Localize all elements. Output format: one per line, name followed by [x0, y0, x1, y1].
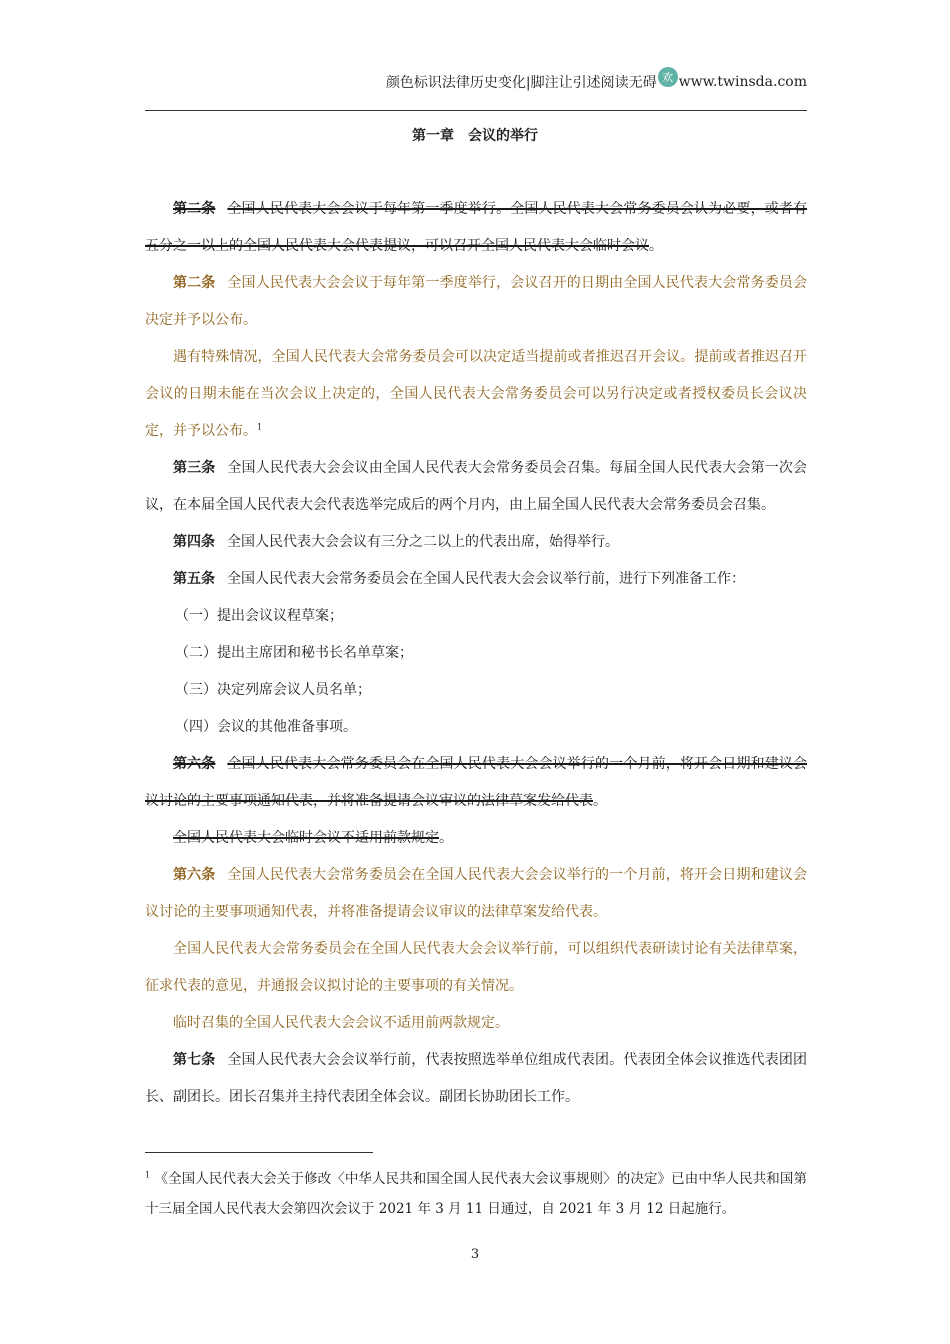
- paragraph-list: [175, 635, 807, 672]
- paragraph-text: （二）提出主席团和秘书长名单草案；: [175, 645, 413, 661]
- paragraph-tail: 。: [593, 793, 607, 809]
- article-number: 第四条: [173, 534, 215, 550]
- paragraph-new: [145, 931, 807, 1005]
- paragraph-list: [175, 709, 807, 746]
- paragraph-normal: [145, 524, 807, 561]
- paragraph-text: 全国人民代表大会临时会议不适用前款规定: [173, 830, 439, 846]
- paragraph-old: [145, 746, 807, 820]
- paragraph-text: 临时召集的全国人民代表大会会议不适用前两款规定。: [173, 1015, 509, 1031]
- document-body: [145, 191, 807, 1116]
- page-header: [145, 66, 807, 111]
- paragraph-text: 全国人民代表大会常务委员会在全国人民代表大会会议举行前，进行下列准备工作：: [227, 571, 745, 587]
- paragraph-text: 全国人民代表大会会议于每年第一季度举行。全国人民代表大会常务委员会认为必要，或者有五分之一以上的全国人民代表大会代表提议，可以召开全国人民代表大会临时会议: [145, 201, 808, 254]
- paragraph-text: 全国人民代表大会会议由全国人民代表大会常务委员会召集。每届全国人民代表大会第一次会议，在本届全国人民代表大会代表选举完成后的两个月内，由上届全国人民代表大会常务委员会召集。: [145, 460, 808, 513]
- header-url[interactable]: www.twinsda.com: [678, 74, 807, 90]
- article-number: 第二条: [173, 201, 216, 217]
- paragraph-text: （四）会议的其他准备事项。: [175, 719, 357, 735]
- chapter-title: 第一章 会议的举行: [412, 128, 538, 144]
- article-number: 第三条: [173, 460, 216, 476]
- paragraph-text: 全国人民代表大会会议于每年第一季度举行，会议召开的日期由全国人民代表大会常务委员会决定并予以公布。: [145, 275, 808, 328]
- paragraph-new: [145, 265, 807, 339]
- article-number: 第五条: [173, 571, 215, 587]
- footnote-text: 《全国人民代表大会关于修改〈中华人民共和国全国人民代表大会议事规则〉的决定》已由中华人民共和国第十三届全国人民代表大会第四次会议于 2021 年 3 月 11 日通过，自 2021 年 3 月 12 日起施行。: [145, 1171, 807, 1217]
- paragraph-tail: 。: [649, 238, 663, 254]
- paragraph-text: 全国人民代表大会常务委员会在全国人民代表大会会议举行前，可以组织代表研读讨论有关法律草案，征求代表的意见，并通报会议拟讨论的主要事项的有关情况。: [145, 941, 807, 994]
- paragraph-text: 全国人民代表大会会议举行前，代表按照选举单位组成代表团。代表团全体会议推选代表团团长、副团长。团长召集并主持代表团全体会议。副团长协助团长工作。: [145, 1052, 808, 1105]
- paragraph-tail: 。: [439, 830, 453, 846]
- paragraph-text: （三）决定列席会议人员名单；: [175, 682, 371, 698]
- page-number: 3: [470, 1247, 480, 1262]
- paragraph-old: [145, 820, 807, 857]
- paragraph-text: 全国人民代表大会常务委员会在全国人民代表大会会议举行的一个月前，将开会日期和建议会议讨论的主要事项通知代表，并将准备提请会议审议的法律草案发给代表。: [145, 867, 808, 920]
- header-tagline: 颜色标识法律历史变化|脚注让引述阅读无碍: [385, 75, 657, 91]
- paragraph-new: [145, 1005, 807, 1042]
- article-number: 第六条: [173, 867, 216, 883]
- paragraph-text: 全国人民代表大会会议有三分之二以上的代表出席，始得举行。: [227, 534, 619, 550]
- article-number: 第二条: [173, 275, 216, 291]
- paragraph-list: [175, 598, 807, 635]
- paragraph-old: [145, 191, 807, 265]
- paragraph-normal: [145, 450, 807, 524]
- footnote: [145, 1164, 807, 1224]
- paragraph-normal: [145, 1042, 807, 1116]
- article-number: 第七条: [173, 1052, 216, 1068]
- footnote-divider: [145, 1152, 373, 1153]
- header-text: [386, 72, 807, 92]
- paragraph-text: （一）提出会议议程草案；: [175, 608, 343, 624]
- paragraph-text: 遇有特殊情况，全国人民代表大会常务委员会可以决定适当提前或者推迟召开会议。提前或者推迟召开会议的日期未能在当次会议上决定的，全国人民代表大会常务委员会可以另行决定或者授权委员长会议决定，并予以公布。: [145, 349, 807, 439]
- paragraph-normal: [145, 561, 807, 598]
- paragraph-list: [175, 672, 807, 709]
- twinsda-logo-icon: 欢: [658, 67, 678, 87]
- paragraph-text: 全国人民代表大会常务委员会在全国人民代表大会会议举行的一个月前，将开会日期和建议会议讨论的主要事项通知代表，并将准备提请会议审议的法律草案发给代表: [145, 756, 808, 809]
- paragraph-new: [145, 857, 807, 931]
- footnote-marker: 1: [145, 1170, 151, 1180]
- paragraph-new: [145, 339, 807, 450]
- article-number: 第六条: [173, 756, 216, 772]
- footnote-reference[interactable]: 1: [257, 422, 263, 432]
